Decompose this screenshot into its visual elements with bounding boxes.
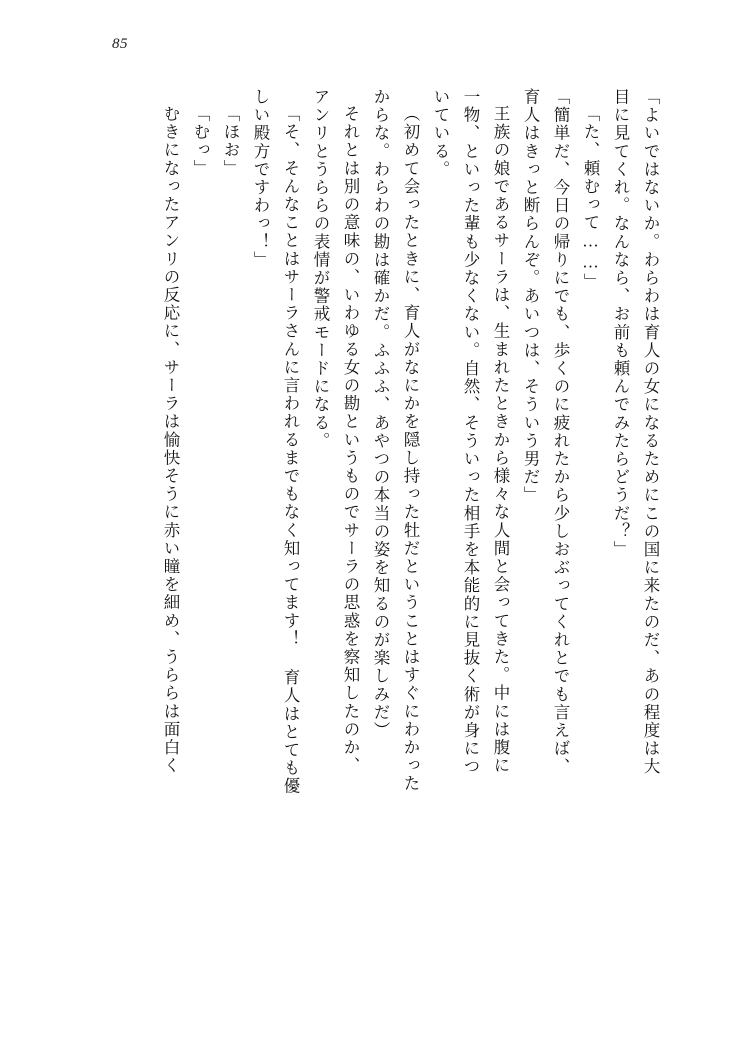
ruby-annotation: 王族の娘であるサーラは、生まれたときから様々な人間と会ってきた。中には腹に <box>491 105 510 775</box>
text-column: 目に見てくれ。なんなら、お前も頼んでみたらどうだ？」 <box>611 88 630 559</box>
text-column: それとは別の意味の、いわゆる女の勘というものでサーラの思惑を察知したのか、 <box>341 105 360 775</box>
text-column: 育人はきっと断らんぞ。あいつは、そういう男だ」 <box>521 88 540 505</box>
text-column: 「むっ」 <box>191 105 210 178</box>
text-column: 一物、といった輩も少なくない。自然、そういった相手を本能的に見抜く術が身につ <box>461 88 480 776</box>
text-column: しい殿方ですわっ！」 <box>251 88 270 269</box>
text-column: アンリとうららの表情が警戒モードになる。 <box>311 88 330 450</box>
text-column-with-ruby <box>478 88 508 950</box>
text-column: 「よいではないか。わらわは育人の女になるためにこの国に来たのだ、あの程度は大 <box>641 88 660 776</box>
text-column: いている。 <box>431 88 450 179</box>
text-column: からな。わらわの勘は確かだ。ふふふ、あやつの本当の姿を知るのが楽しみだ） <box>371 88 390 740</box>
vertical-text-block <box>78 88 658 977</box>
text-column: むきになったアンリの反応に、サーラは愉快そうに赤い瞳を細め、うららは面白く <box>161 105 180 775</box>
text-column: 「た、頼むって……」 <box>581 105 600 291</box>
text-column: 「そ、そんなことはサーラさんに言われるまでもなく知ってます！ 育人はとても優 <box>281 105 300 796</box>
page-number: 85 <box>112 36 128 52</box>
text-column: 「ほお」 <box>221 105 240 178</box>
text-column: （初めて会ったときに、育人がなにかを隠し持った牡だということはすぐにわかった <box>401 105 420 793</box>
text-column: 「簡単だ、今日の帰りにでも、歩くのに疲れたから少しおぶってくれとでも言えば、 <box>551 88 570 776</box>
